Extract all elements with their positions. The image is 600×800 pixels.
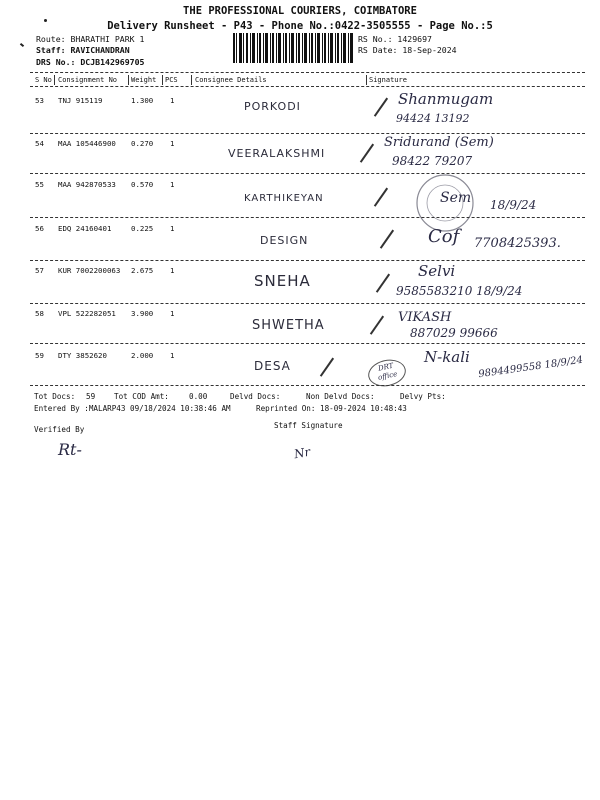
runsheet-title: Delivery Runsheet - P43 - Phone No.:0422-3505555 - Page No.:5 xyxy=(107,20,493,32)
tick-mark xyxy=(360,144,374,163)
row-divider xyxy=(30,217,585,218)
row-sno: 55 xyxy=(35,180,44,189)
row-signature-note: 9585583210 18/9/24 xyxy=(396,284,523,298)
row-consignee: DESIGN xyxy=(260,234,309,247)
row-divider xyxy=(30,173,585,174)
col-consignee: Consignee Details xyxy=(195,76,267,84)
row-signature-note: 18/9/24 xyxy=(490,198,537,212)
delvy-pts-label: Delvy Pts: xyxy=(400,392,446,401)
row-signature-note: 887029 99666 xyxy=(410,326,498,340)
tick-mark xyxy=(374,98,388,117)
row-signature: Sem xyxy=(440,190,472,206)
tick-mark xyxy=(374,188,388,207)
row-consignment: DTY 3852620 xyxy=(58,351,107,360)
barcode xyxy=(233,33,353,63)
verified-by-label: Verified By xyxy=(34,425,85,434)
tot-docs-value: 59 xyxy=(86,392,96,401)
col-sno: S No xyxy=(35,76,52,84)
rs-date: RS Date: 18-Sep-2024 xyxy=(358,45,457,55)
row-weight: 0.225 xyxy=(131,224,154,233)
row-pcs: 1 xyxy=(170,266,175,275)
tick-mark xyxy=(376,274,390,293)
row-pcs: 1 xyxy=(170,309,175,318)
col-divider xyxy=(162,75,163,85)
col-weight: Weight xyxy=(131,76,157,84)
staff-label: Staff: RAVICHANDRAN xyxy=(36,45,130,55)
page-speck xyxy=(20,43,24,47)
route-label: Route: BHARATHI PARK 1 xyxy=(36,34,145,44)
tot-docs-label: Tot Docs: xyxy=(34,392,76,401)
row-signature-note: 98422 79207 xyxy=(392,154,473,168)
row-signature-note: 94424 13192 xyxy=(396,112,470,125)
reprinted-on: Reprinted On: 18-09-2024 10:48:43 xyxy=(256,404,407,413)
col-divider xyxy=(54,75,55,85)
col-divider xyxy=(191,75,192,85)
row-pcs: 1 xyxy=(170,96,175,105)
row-signature-note: 7708425393. xyxy=(474,236,561,251)
row-consignment: EDQ 24160401 xyxy=(58,224,112,233)
delvd-docs-label: Delvd Docs: xyxy=(230,392,281,401)
row-sno: 56 xyxy=(35,224,44,233)
row-signature-note: 9894499558 18/9/24 xyxy=(477,354,584,381)
row-pcs: 1 xyxy=(170,139,175,148)
row-sno: 57 xyxy=(35,266,44,275)
row-consignment: VPL 522282051 xyxy=(58,309,116,318)
row-signature: Selvi xyxy=(418,262,456,280)
row-signature: Sridurand (Sem) xyxy=(384,135,494,150)
row-consignee: SHWETHA xyxy=(252,318,325,333)
tick-mark xyxy=(320,358,334,377)
col-pcs: PCS xyxy=(165,76,178,84)
drt-office-stamp: DRT office xyxy=(366,356,409,389)
col-divider xyxy=(366,75,367,85)
tick-mark xyxy=(370,316,384,335)
row-sno: 54 xyxy=(35,139,44,148)
row-pcs: 1 xyxy=(170,180,175,189)
row-consignee: DESA xyxy=(254,359,291,373)
row-divider xyxy=(30,260,585,261)
row-signature: N-kali xyxy=(424,348,470,366)
row-consignment: TNJ 915119 xyxy=(58,96,103,105)
staff-signature-label: Staff Signature xyxy=(274,421,343,430)
company-title: THE PROFESSIONAL COURIERS, COIMBATORE xyxy=(183,5,417,17)
row-consignee: PORKODI xyxy=(244,100,301,113)
row-weight: 2.000 xyxy=(131,351,154,360)
row-signature: VIKASH xyxy=(398,310,452,325)
row-signature: Cof xyxy=(428,226,460,247)
row-consignment: KUR 7002200063 xyxy=(58,266,121,275)
row-pcs: 1 xyxy=(170,351,175,360)
page-speck xyxy=(44,19,47,22)
row-consignee: KARTHIKEYAN xyxy=(244,193,324,204)
row-sno: 59 xyxy=(35,351,44,360)
table-top-divider xyxy=(30,72,585,73)
table-header-divider xyxy=(30,86,585,87)
row-weight: 0.570 xyxy=(131,180,154,189)
rs-number: RS No.: 1429697 xyxy=(358,34,432,44)
row-consignment: MAA 942870533 xyxy=(58,180,116,189)
row-divider xyxy=(30,343,585,344)
staff-signature: Nr xyxy=(292,444,312,462)
row-weight: 2.675 xyxy=(131,266,154,275)
tick-mark xyxy=(380,230,394,249)
row-consignee: VEERALAKSHMI xyxy=(228,147,326,160)
row-pcs: 1 xyxy=(170,224,175,233)
row-consignment: MAA 105446900 xyxy=(58,139,116,148)
verified-signature: Rt- xyxy=(58,440,82,459)
row-divider xyxy=(30,133,585,134)
tot-cod-label: Tot COD Amt: xyxy=(114,392,169,401)
drs-number: DRS No.: DCJB142969705 xyxy=(36,57,145,67)
col-signature: Signature xyxy=(369,76,407,84)
col-consignment: Consignment No xyxy=(58,76,118,84)
row-weight: 0.270 xyxy=(131,139,154,148)
col-divider xyxy=(128,75,129,85)
non-delvd-docs-label: Non Delvd Docs: xyxy=(306,392,375,401)
entered-by: Entered By :MALARP43 09/18/2024 10:38:46 AM xyxy=(34,404,231,413)
tot-cod-value: 0.00 xyxy=(189,392,208,401)
row-weight: 1.300 xyxy=(131,96,154,105)
row-consignee: SNEHA xyxy=(254,272,311,290)
row-sno: 53 xyxy=(35,96,44,105)
row-divider xyxy=(30,303,585,304)
row-sno: 58 xyxy=(35,309,44,318)
table-bottom-divider xyxy=(30,385,585,386)
row-signature: Shanmugam xyxy=(398,90,494,108)
row-weight: 3.900 xyxy=(131,309,154,318)
